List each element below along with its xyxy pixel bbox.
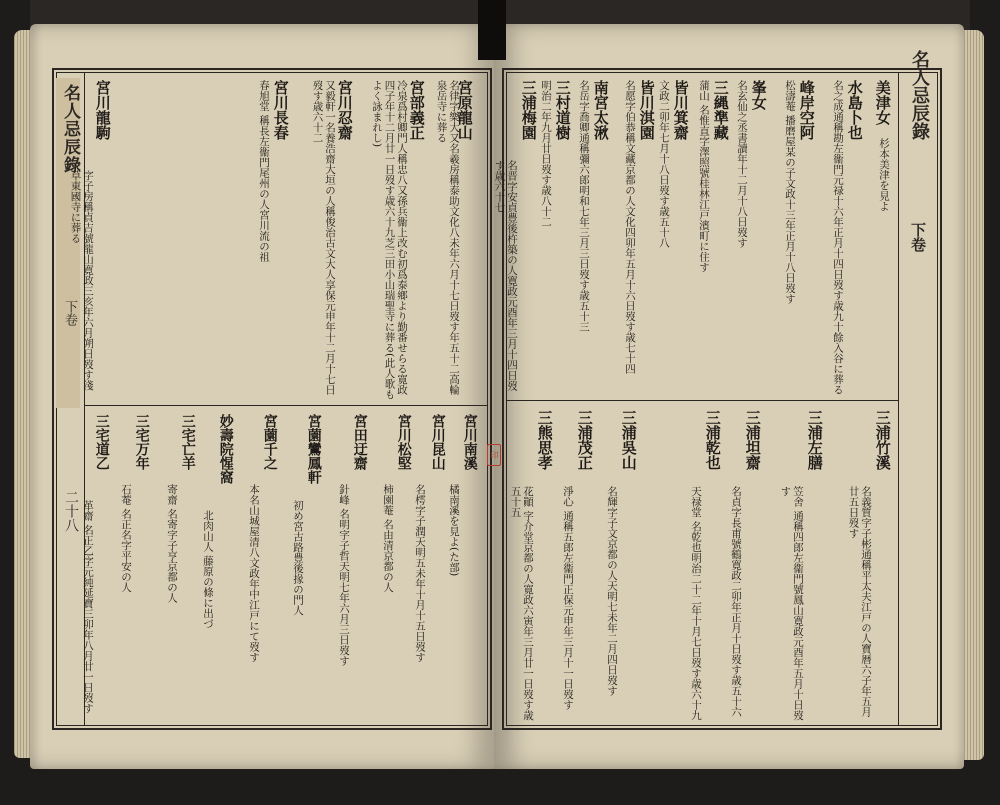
entry-text: 針峰 名明字子哲天明七年六月三日歿す — [338, 484, 350, 666]
entry-text: 革齋 名正乙字元純延寶三卯年八月廿一日歿す — [82, 500, 94, 714]
entry-name: 三浦梅園 — [519, 80, 538, 140]
entry-name: 妙壽院惺窩 — [217, 414, 234, 484]
entry-text: 名晋字安貞豊後杵築の人寛政元酉年三月十四日歿す歳六十七 — [493, 160, 518, 391]
right-header-title: 名人忌辰錄 — [909, 50, 930, 140]
entry-name: 宮川龍駒 — [93, 80, 112, 140]
entry-name: 三縄準藏 — [711, 80, 730, 140]
entry-name: 三浦吳山 — [619, 410, 638, 470]
entry-name: 三宅亡羊 — [179, 414, 196, 470]
entry-text: 名之成通稱勘左衞門元禄十六年正月十四日歿す歳九十餘入谷に葬る — [832, 80, 844, 395]
entry-name: 宮川南溪 — [461, 414, 478, 470]
entry-name: 宮部義正 — [407, 80, 426, 140]
entry-name: 三宅万年 — [133, 414, 150, 470]
entry-text: 名貞字長甫號鶴寛政二卯年正月十日歿す歳五十六 — [730, 486, 742, 717]
left-header-volume: 下卷 — [62, 300, 77, 326]
entry-text: 笠舍 通稱四郎左衞門號鳳山寛政元酉年五月十日歿す — [779, 486, 804, 721]
entry-text: 明治二年九月廿日歿す歳八十二 — [540, 80, 552, 227]
entry-text: 松濤菴 播磨屋某の子文政十三年正月十八日歿す — [784, 80, 796, 304]
entry-name: 三熊思孝 — [535, 410, 554, 470]
entry-name: 水島卜也 — [845, 80, 864, 140]
entry-text: 寄齋 名寄字子亨京都の人 — [166, 484, 178, 603]
page-edges-right — [962, 30, 984, 760]
left-page-divider — [84, 405, 488, 406]
entry-text: 橘南溪を見よ(た部) — [448, 484, 460, 577]
entry-name: 峯女 — [749, 80, 768, 110]
entry-text: 北肉山人 藤原の條に出づ — [202, 510, 214, 629]
entry-name: 三浦左膳 — [805, 410, 824, 470]
entry-name: 宮原龍山 — [455, 80, 474, 140]
left-header-title: 名人忌辰錄 — [60, 84, 80, 174]
entry-text: 冷泉爲村卿門人稱忠八又孫兵衞上改む初爲泰鄉より勤番せらる寛政四子年十二月廿一日歿す歳六十九芝三田小山瑞聖寺に葬る(此人歌もよく詠まれし) — [371, 80, 408, 400]
entry-name: 宮薗千之 — [261, 414, 278, 470]
entry-name: 宮薗鸞鳳軒 — [305, 414, 322, 484]
entry-text: 淨心 通稱五郎左衞門正保元申年三月十一日歿す — [562, 486, 574, 710]
entry-text: 名愿字伯恭稱文藏京都の人文化四卯年五月十六日歿す歳七十四 — [624, 80, 636, 374]
entry-name: 峰岸空阿 — [797, 80, 816, 140]
entry-text: 名玄仙之丞書讀年十二月十八日歿す — [736, 80, 748, 248]
library-stamp: 印 — [487, 444, 501, 466]
entry-name: 三浦竹溪 — [873, 410, 892, 470]
entry-name: 三浦茂正 — [575, 410, 594, 470]
entry-name: 三浦坦齋 — [743, 410, 762, 470]
right-header-volume: 下卷 — [909, 222, 927, 252]
entry-text: 名岳字喬卿通稱彌六郎明和七年三月三日歿す歳五十三 — [578, 80, 590, 332]
entry-name: 南宮太湫 — [591, 80, 610, 140]
entry-text: 石菴 名正名字平安の人 — [120, 484, 132, 593]
entry-text: 蒲山 名惟直字澤照號桂林江戸濱町に住す — [698, 80, 710, 273]
right-page-divider — [506, 400, 898, 401]
entry-text: 名樗字子潤天明五未年十月十五日歿す — [414, 484, 426, 663]
entry-text: 初め宮古路豊後掾の門人 — [292, 500, 304, 616]
entry-text: 柿園菴 名由清京都の人 — [382, 484, 394, 593]
page-number: 二十八 — [63, 490, 79, 532]
entry-text: 名義質字子彬通稱平太夫江戸の人寶暦六子年五月廿五日歿す — [847, 486, 872, 717]
entry-text: 花顚 字介堂京都の人寛政六寅年三月廿一日歿す歳五十五 — [509, 486, 534, 721]
binding-gutter — [478, 0, 506, 60]
entry-name: 皆川箕齋 — [671, 80, 690, 140]
entry-name: 三宅道乙 — [93, 414, 110, 470]
entry-text: 文政二卯年七月十八日歿す歳五十八 — [658, 80, 670, 248]
entry-text: 字子房稱貞吉號龍山寛政三亥年六月朔日歿す淺 — [82, 170, 94, 391]
entry-text: 本名山城屋清八文政年中江戸にて歿す — [248, 484, 260, 663]
right-margin-rule — [898, 72, 899, 726]
entry-text: 杉本美津を見よ — [878, 138, 890, 212]
entry-name: 美津女 — [873, 80, 892, 125]
entry-name: 宮川昆山 — [429, 414, 446, 470]
entry-name: 宮田迂齋 — [351, 414, 368, 470]
entry-text: 名輝字子文京都の人天明七未年二月四日歿す — [606, 486, 618, 696]
entry-name: 宮川長春 — [271, 80, 290, 140]
entry-name: 宮川松堅 — [395, 414, 412, 470]
entry-name: 皆川淇園 — [637, 80, 656, 140]
entry-name: 宮川忍齋 — [335, 80, 354, 140]
entry-text: 又毅軒一名養浩齋大垣の人稱俊治古文大人享保元申年十二月十七日歿す歳六十二 — [311, 80, 336, 395]
entry-text: 名律字樂大又名羲房稱泰助文化八未年六月十七日歿す年五十二高輪泉岳寺に葬る — [435, 80, 460, 395]
entry-text: 春旭堂 稱長左衞門尾州の人宮川流の祖 — [258, 80, 270, 262]
entry-text: 天禄堂 名乾也明治二十二年十月七日歿す歳六十九 — [690, 486, 702, 721]
entry-name: 三浦乾也 — [703, 410, 722, 470]
entry-name: 三村道樹 — [553, 80, 572, 140]
